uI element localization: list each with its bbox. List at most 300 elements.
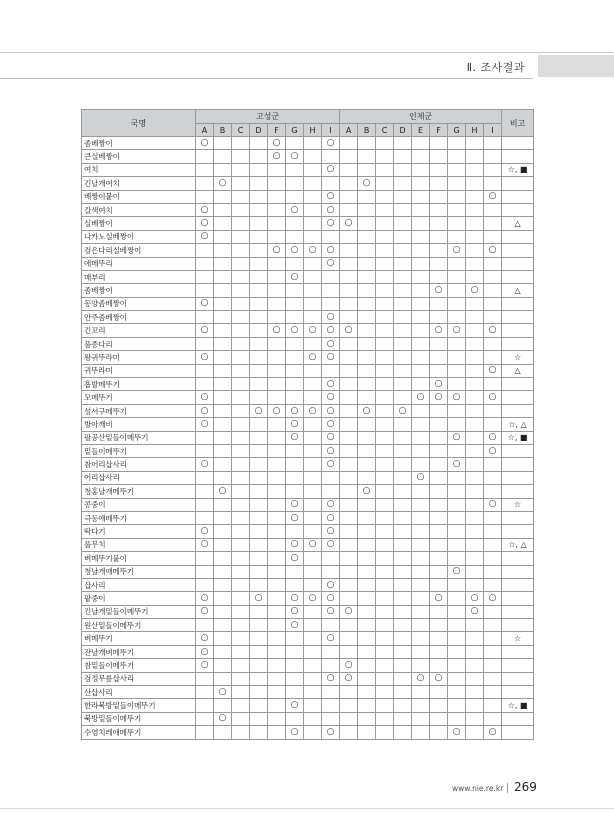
inje-observation-cell (484, 686, 502, 699)
goseong-observation-cell (214, 297, 232, 310)
inje-observation-cell (412, 605, 430, 618)
inje-observation-cell (448, 257, 466, 270)
inje-observation-cell (376, 324, 394, 337)
inje-observation-cell (412, 163, 430, 176)
inje-observation-cell (358, 364, 376, 377)
goseong-observation-cell (268, 163, 286, 176)
goseong-observation-cell (196, 712, 214, 725)
goseong-observation-cell (196, 177, 214, 190)
note-cell (502, 337, 534, 350)
goseong-observation-cell (268, 592, 286, 605)
goseong-observation-cell (250, 525, 268, 538)
goseong-observation-cell (232, 364, 250, 377)
inje-observation-cell (466, 351, 484, 364)
inje-observation-cell (358, 726, 376, 739)
inje-observation-cell (340, 418, 358, 431)
goseong-observation-cell (214, 404, 232, 417)
table-row (82, 619, 534, 632)
inje-observation-cell (412, 297, 430, 310)
inje-observation-cell (376, 244, 394, 257)
goseong-observation-cell (250, 217, 268, 230)
inje-observation-cell (340, 163, 358, 176)
inje-observation-cell (412, 404, 430, 417)
goseong-observation-cell: ○ (286, 418, 304, 431)
goseong-observation-cell (304, 444, 322, 457)
header-goseong: 고성군 (196, 110, 340, 124)
inje-observation-cell (358, 538, 376, 551)
goseong-observation-cell: ○ (196, 525, 214, 538)
goseong-observation-cell (196, 190, 214, 203)
table-row (82, 458, 534, 471)
inje-observation-cell (484, 270, 502, 283)
goseong-observation-cell (268, 565, 286, 578)
goseong-observation-cell: ○ (322, 578, 340, 591)
inje-observation-cell (466, 565, 484, 578)
goseong-observation-cell: ○ (322, 498, 340, 511)
inje-observation-cell (358, 297, 376, 310)
goseong-observation-cell (286, 284, 304, 297)
goseong-observation-cell (250, 619, 268, 632)
species-name: 안주좀베짱이 (82, 311, 196, 324)
goseong-observation-cell: ○ (286, 431, 304, 444)
goseong-observation-cell (268, 391, 286, 404)
inje-observation-cell (358, 244, 376, 257)
inje-observation-cell (340, 458, 358, 471)
inje-observation-cell: ○ (430, 391, 448, 404)
table-row (82, 485, 534, 498)
site-letter-goseong: C (232, 124, 250, 137)
goseong-observation-cell: ○ (286, 324, 304, 337)
inje-observation-cell (340, 190, 358, 203)
inje-observation-cell (448, 538, 466, 551)
goseong-observation-cell (268, 498, 286, 511)
goseong-observation-cell (304, 378, 322, 391)
table-row (82, 364, 534, 377)
inje-observation-cell (394, 270, 412, 283)
species-name: 방아깨비 (82, 418, 196, 431)
inje-observation-cell (466, 150, 484, 163)
inje-observation-cell (394, 217, 412, 230)
inje-observation-cell (376, 645, 394, 658)
inje-observation-cell (412, 511, 430, 524)
goseong-observation-cell: ○ (286, 203, 304, 216)
header-inje: 인제군 (340, 110, 502, 124)
goseong-observation-cell (214, 632, 232, 645)
inje-observation-cell (358, 257, 376, 270)
goseong-observation-cell: ○ (286, 619, 304, 632)
inje-observation-cell (358, 592, 376, 605)
inje-observation-cell: ○ (430, 378, 448, 391)
goseong-observation-cell: ○ (196, 418, 214, 431)
inje-observation-cell: ○ (412, 672, 430, 685)
goseong-observation-cell: ○ (268, 137, 286, 150)
goseong-observation-cell (250, 471, 268, 484)
site-letter-goseong: D (250, 124, 268, 137)
inje-observation-cell (394, 538, 412, 551)
inje-observation-cell: ○ (484, 431, 502, 444)
goseong-observation-cell (286, 645, 304, 658)
table-row (82, 297, 534, 310)
inje-observation-cell (358, 605, 376, 618)
goseong-observation-cell (286, 137, 304, 150)
species-name: 참어리삽사리 (82, 458, 196, 471)
inje-observation-cell (412, 203, 430, 216)
goseong-observation-cell: ○ (196, 297, 214, 310)
note-cell: ☆ (502, 498, 534, 511)
site-letter-goseong: G (286, 124, 304, 137)
inje-observation-cell (466, 498, 484, 511)
inje-observation-cell (394, 672, 412, 685)
inje-observation-cell (430, 712, 448, 725)
inje-observation-cell (376, 351, 394, 364)
inje-observation-cell (412, 726, 430, 739)
table-row (82, 137, 534, 150)
table-row (82, 565, 534, 578)
inje-observation-cell (484, 645, 502, 658)
goseong-observation-cell (250, 257, 268, 270)
goseong-observation-cell (268, 217, 286, 230)
inje-observation-cell (358, 324, 376, 337)
goseong-observation-cell (232, 418, 250, 431)
inje-observation-cell (412, 659, 430, 672)
goseong-observation-cell (214, 592, 232, 605)
goseong-observation-cell (268, 297, 286, 310)
inje-observation-cell (340, 632, 358, 645)
note-cell (502, 645, 534, 658)
goseong-observation-cell (232, 699, 250, 712)
inje-observation-cell (466, 578, 484, 591)
inje-observation-cell (430, 230, 448, 243)
inje-observation-cell (394, 190, 412, 203)
goseong-observation-cell: ○ (286, 605, 304, 618)
table-row (82, 190, 534, 203)
goseong-observation-cell (286, 230, 304, 243)
goseong-observation-cell (232, 485, 250, 498)
goseong-observation-cell: ○ (268, 150, 286, 163)
inje-observation-cell (466, 257, 484, 270)
inje-observation-cell (430, 190, 448, 203)
footer-separator (507, 783, 508, 793)
inje-observation-cell (430, 619, 448, 632)
inje-observation-cell (484, 297, 502, 310)
goseong-observation-cell: ○ (322, 311, 340, 324)
inje-observation-cell (358, 552, 376, 565)
goseong-observation-cell: ○ (196, 659, 214, 672)
inje-observation-cell (412, 364, 430, 377)
goseong-observation-cell (268, 418, 286, 431)
inje-observation-cell (466, 404, 484, 417)
inje-observation-cell (376, 605, 394, 618)
site-letter-inje: B (358, 124, 376, 137)
note-cell: ☆, △ (502, 538, 534, 551)
inje-observation-cell (430, 217, 448, 230)
goseong-observation-cell (196, 431, 214, 444)
inje-observation-cell (430, 726, 448, 739)
table-row (82, 645, 534, 658)
table-row (82, 471, 534, 484)
site-letter-inje: H (466, 124, 484, 137)
goseong-observation-cell: ○ (322, 203, 340, 216)
site-letter-goseong: H (304, 124, 322, 137)
inje-observation-cell (376, 297, 394, 310)
note-cell (502, 324, 534, 337)
goseong-observation-cell: ○ (268, 404, 286, 417)
species-name: 팔공산밑들이메뚜기 (82, 431, 196, 444)
goseong-observation-cell: ○ (196, 404, 214, 417)
inje-observation-cell (448, 163, 466, 176)
goseong-observation-cell (304, 364, 322, 377)
goseong-observation-cell (250, 324, 268, 337)
goseong-observation-cell (304, 190, 322, 203)
goseong-observation-cell (304, 511, 322, 524)
inje-observation-cell (466, 364, 484, 377)
inje-observation-cell (358, 444, 376, 457)
inje-observation-cell (376, 337, 394, 350)
inje-observation-cell (358, 686, 376, 699)
goseong-observation-cell: ○ (304, 592, 322, 605)
goseong-observation-cell (322, 712, 340, 725)
goseong-observation-cell (214, 538, 232, 551)
goseong-observation-cell: ○ (322, 418, 340, 431)
table-row (82, 699, 534, 712)
inje-observation-cell (394, 311, 412, 324)
inje-observation-cell (484, 337, 502, 350)
goseong-observation-cell (250, 391, 268, 404)
inje-observation-cell (484, 311, 502, 324)
inje-observation-cell (358, 150, 376, 163)
site-letter-inje: C (376, 124, 394, 137)
goseong-observation-cell (214, 418, 232, 431)
inje-observation-cell (376, 538, 394, 551)
goseong-observation-cell: ○ (286, 699, 304, 712)
goseong-observation-cell: ○ (304, 244, 322, 257)
inje-observation-cell (340, 565, 358, 578)
goseong-observation-cell (268, 632, 286, 645)
species-name: 풀무치 (82, 538, 196, 551)
inje-observation-cell (376, 565, 394, 578)
goseong-observation-cell (214, 619, 232, 632)
inje-observation-cell: ○ (358, 485, 376, 498)
goseong-observation-cell (250, 672, 268, 685)
goseong-observation-cell: ○ (196, 391, 214, 404)
note-cell (502, 511, 534, 524)
inje-observation-cell (358, 391, 376, 404)
inje-observation-cell (484, 712, 502, 725)
goseong-observation-cell (286, 444, 304, 457)
species-name: 왕귀뚜라미 (82, 351, 196, 364)
inje-observation-cell (448, 659, 466, 672)
table-row (82, 712, 534, 725)
goseong-observation-cell: ○ (286, 511, 304, 524)
goseong-observation-cell (250, 458, 268, 471)
note-cell (502, 150, 534, 163)
goseong-observation-cell: ○ (196, 324, 214, 337)
note-cell (502, 297, 534, 310)
inje-observation-cell: ○ (340, 324, 358, 337)
inje-observation-cell (466, 538, 484, 551)
inje-observation-cell (466, 190, 484, 203)
note-cell: ☆, ■ (502, 163, 534, 176)
species-name: 동양좀베짱이 (82, 297, 196, 310)
inje-observation-cell (340, 699, 358, 712)
inje-observation-cell (484, 672, 502, 685)
goseong-observation-cell (286, 177, 304, 190)
goseong-observation-cell (250, 284, 268, 297)
inje-observation-cell (466, 418, 484, 431)
inje-observation-cell (358, 511, 376, 524)
inje-observation-cell (394, 645, 412, 658)
inje-observation-cell (430, 686, 448, 699)
note-cell (502, 659, 534, 672)
note-cell (502, 270, 534, 283)
goseong-observation-cell (232, 458, 250, 471)
inje-observation-cell (394, 284, 412, 297)
goseong-observation-cell (286, 458, 304, 471)
inje-observation-cell (358, 672, 376, 685)
inje-observation-cell (412, 418, 430, 431)
inje-observation-cell (412, 485, 430, 498)
inje-observation-cell (394, 324, 412, 337)
goseong-observation-cell (232, 217, 250, 230)
goseong-observation-cell (268, 257, 286, 270)
goseong-observation-cell (268, 712, 286, 725)
goseong-observation-cell (196, 378, 214, 391)
inje-observation-cell: ○ (358, 177, 376, 190)
goseong-observation-cell: ○ (196, 203, 214, 216)
goseong-observation-cell (232, 645, 250, 658)
goseong-observation-cell (268, 538, 286, 551)
note-cell: ☆, △ (502, 418, 534, 431)
goseong-observation-cell: ○ (250, 592, 268, 605)
inje-observation-cell (466, 632, 484, 645)
inje-observation-cell (466, 297, 484, 310)
inje-observation-cell (376, 592, 394, 605)
goseong-observation-cell (214, 659, 232, 672)
goseong-observation-cell: ○ (322, 511, 340, 524)
note-cell (502, 672, 534, 685)
inje-observation-cell (448, 592, 466, 605)
inje-observation-cell (412, 378, 430, 391)
inje-observation-cell (340, 712, 358, 725)
goseong-observation-cell (232, 686, 250, 699)
note-cell (502, 592, 534, 605)
inje-observation-cell (376, 444, 394, 457)
inje-observation-cell (376, 150, 394, 163)
section-title: Ⅱ. 조사결과 (466, 61, 525, 74)
table-row (82, 525, 534, 538)
inje-observation-cell (430, 244, 448, 257)
inje-observation-cell (484, 538, 502, 551)
species-name: 귀뚜라미 (82, 364, 196, 377)
goseong-observation-cell (232, 659, 250, 672)
inje-observation-cell (394, 391, 412, 404)
goseong-observation-cell (286, 337, 304, 350)
inje-observation-cell (466, 645, 484, 658)
inje-observation-cell (340, 364, 358, 377)
goseong-observation-cell (232, 230, 250, 243)
inje-observation-cell (448, 471, 466, 484)
goseong-observation-cell (214, 726, 232, 739)
goseong-observation-cell: ○ (196, 351, 214, 364)
inje-observation-cell: ○ (412, 471, 430, 484)
goseong-observation-cell: ○ (322, 378, 340, 391)
inje-observation-cell (412, 230, 430, 243)
inje-observation-cell (394, 378, 412, 391)
species-name: 산삽사리 (82, 686, 196, 699)
inje-observation-cell: ○ (484, 444, 502, 457)
site-letter-goseong: F (268, 124, 286, 137)
species-name: 잔날개벼메뚜기 (82, 645, 196, 658)
table-row (82, 404, 534, 417)
goseong-observation-cell (268, 190, 286, 203)
goseong-observation-cell (232, 337, 250, 350)
species-name: 콩중이 (82, 498, 196, 511)
goseong-observation-cell (250, 645, 268, 658)
inje-observation-cell (466, 378, 484, 391)
goseong-observation-cell (232, 525, 250, 538)
inje-observation-cell (412, 311, 430, 324)
top-rule (0, 52, 614, 53)
inje-observation-cell (484, 163, 502, 176)
inje-observation-cell (340, 485, 358, 498)
inje-observation-cell (466, 203, 484, 216)
goseong-observation-cell (322, 699, 340, 712)
goseong-observation-cell (250, 444, 268, 457)
goseong-observation-cell (214, 565, 232, 578)
table-row (82, 351, 534, 364)
goseong-observation-cell (286, 378, 304, 391)
inje-observation-cell (448, 525, 466, 538)
site-letter-inje: A (340, 124, 358, 137)
inje-observation-cell: ○ (394, 404, 412, 417)
inje-observation-cell (448, 311, 466, 324)
goseong-observation-cell (286, 217, 304, 230)
table-row (82, 150, 534, 163)
goseong-observation-cell: ○ (214, 177, 232, 190)
goseong-observation-cell (196, 311, 214, 324)
goseong-observation-cell: ○ (304, 538, 322, 551)
inje-observation-cell (448, 378, 466, 391)
inje-observation-cell (394, 578, 412, 591)
inje-observation-cell (394, 605, 412, 618)
goseong-observation-cell (322, 619, 340, 632)
inje-observation-cell (412, 257, 430, 270)
goseong-observation-cell (214, 498, 232, 511)
inje-observation-cell: ○ (466, 592, 484, 605)
goseong-observation-cell (214, 431, 232, 444)
table-row (82, 431, 534, 444)
goseong-observation-cell (196, 337, 214, 350)
goseong-observation-cell (304, 578, 322, 591)
goseong-observation-cell (250, 538, 268, 551)
inje-observation-cell (430, 699, 448, 712)
goseong-observation-cell: ○ (286, 244, 304, 257)
goseong-observation-cell (304, 137, 322, 150)
inje-observation-cell (484, 525, 502, 538)
inje-observation-cell (412, 177, 430, 190)
goseong-observation-cell: ○ (304, 324, 322, 337)
goseong-observation-cell (232, 378, 250, 391)
inje-observation-cell: ○ (448, 431, 466, 444)
goseong-observation-cell (304, 712, 322, 725)
inje-observation-cell (466, 444, 484, 457)
species-name: 큰실베짱이 (82, 150, 196, 163)
inje-observation-cell (394, 337, 412, 350)
inje-observation-cell (358, 190, 376, 203)
inje-observation-cell (484, 458, 502, 471)
inje-observation-cell: ○ (430, 324, 448, 337)
species-name: 한라북방밑들이메뚜기 (82, 699, 196, 712)
